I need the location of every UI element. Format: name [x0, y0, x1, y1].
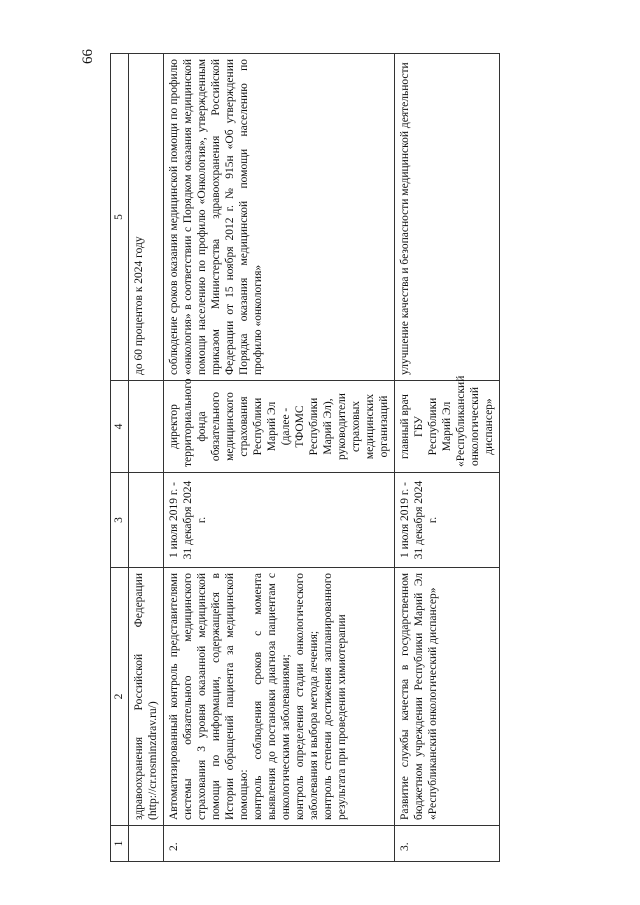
measure-name: Развитие службы качества в государственном бюджетном учреждении Республики Марий Эл «Республиканский онкологический диспансер» [395, 568, 500, 826]
header-col-1: 1 [111, 826, 129, 862]
table-row [129, 54, 164, 862]
page-number: 66 [80, 49, 96, 64]
measure-responsible: главный врач ГБУ Республики Марий Эл «Республиканский онкологический диспансер» [395, 381, 500, 473]
row-number [129, 826, 164, 862]
measure-responsible: директор территориального фонда обязательного медицинского страхования Республики Марий Эл (далее - ТФОМС Республики Марий Эл), руководители страховых медицинских организаций [164, 381, 395, 473]
measure-term [129, 473, 164, 568]
measure-term: 1 июля 2019 г. - 31 декабря 2024 г. [395, 473, 500, 568]
table-row [164, 54, 395, 862]
measure-term: 1 июля 2019 г. - 31 декабря 2024 г. [164, 473, 395, 568]
measures-table-container [110, 54, 496, 862]
table-row [395, 54, 500, 862]
measures-table [110, 53, 500, 862]
header-row [111, 54, 129, 862]
measure-name: Автоматизированный контроль представителями системы обязательного медицинского страхования 3 уровня оказанной медицинской помощи по информации, содержащейся в Истории обращений пациента за медицинской помощью: контроль соблюдения сроков с момента выявления до постановки диагноза пациентам с онкологическими заболеваниями; контроль определения стадии онкологического заболевания и выбора метода лечения; контроль степени достижения запланированного результата при проведении химиотерапии [164, 568, 395, 826]
header-col-4: 4 [111, 381, 129, 473]
row-number: 3. [395, 826, 500, 862]
row-number: 2. [164, 826, 395, 862]
header-col-5: 5 [111, 54, 129, 381]
measure-result: улучшение качества и безопасности медицинской деятельности [395, 54, 500, 381]
measure-result: до 60 процентов к 2024 году [129, 54, 164, 381]
measure-responsible [129, 381, 164, 473]
header-col-3: 3 [111, 473, 129, 568]
measure-name: здравоохранения Российской Федерации (http://cr.rosminzdrav.ru/) [129, 568, 164, 826]
header-col-2: 2 [111, 568, 129, 826]
measure-result: соблюдение сроков оказания медицинской помощи по профилю «онкология» в соответствии с Порядком оказания медицинской помощи населению по профилю «Онкология», утвержденным приказом Министерства здравоохранения Российской Федерации от 15 ноября 2012 г. № 915н «Об утверждении Порядка оказания медицинской помощи населению по профилю «онкология» [164, 54, 395, 381]
